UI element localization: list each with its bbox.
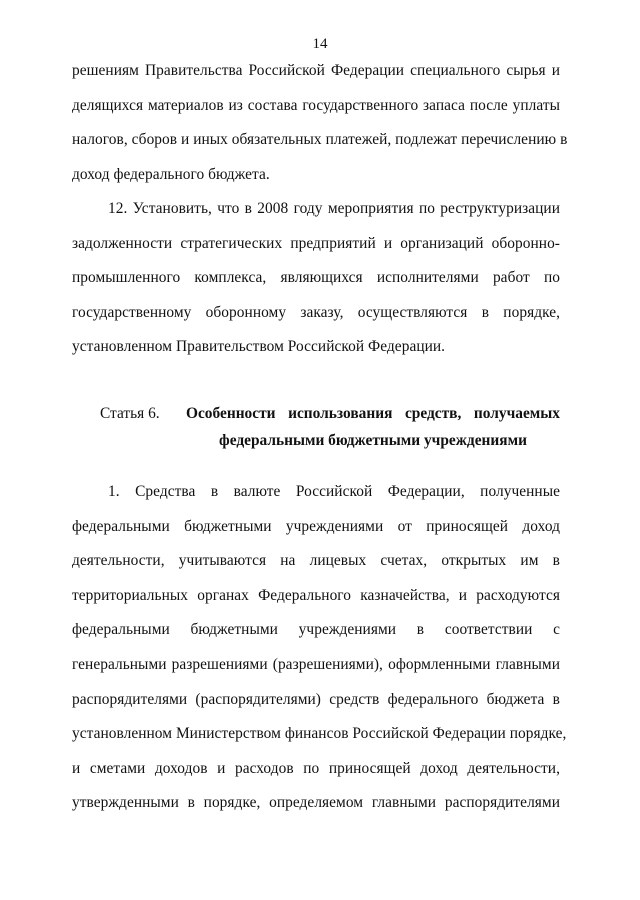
text-line: делящихся материалов из состава государственного запаса после уплаты: [72, 96, 560, 114]
text-line: налогов, сборов и иных обязательных платежей, подлежат перечислению в: [72, 131, 568, 149]
text-line: задолженности стратегических предприятий и организаций оборонно-: [72, 234, 560, 252]
text-line: государственному оборонному заказу, осуществляются в порядке,: [72, 303, 560, 321]
article-label: Статья 6.: [100, 405, 160, 422]
text-line: деятельности, учитываются на лицевых счетах, открытых им в: [72, 552, 560, 570]
text-line: установленном Правительством Российской Федерации.: [72, 338, 446, 356]
text-line: и сметами доходов и расходов по приносящей доход деятельности,: [72, 759, 560, 777]
text-line: установленном Министерством финансов Российской Федерации порядке,: [72, 725, 567, 743]
text-line: доход федерального бюджета.: [72, 165, 270, 183]
article-title-line: федеральными бюджетными учреждениями: [219, 432, 527, 449]
article-title-line: Особенности использования средств, получаемых: [186, 405, 560, 422]
paragraph-1: [72, 54, 568, 192]
text-line: 12. Установить, что в 2008 году мероприятия по реструктуризации: [108, 200, 560, 217]
page-number: 14: [312, 36, 328, 52]
text-line: территориальных органах Федерального казначейства, и расходуются: [72, 586, 560, 604]
text-line: распорядителями (распорядителями) средств федерального бюджета в: [72, 690, 560, 708]
paragraph-3: [72, 475, 567, 821]
text-line: решениям Правительства Российской Федерации специального сырья и: [72, 62, 560, 79]
text-line: федеральными бюджетными учреждениями от приносящей доход: [72, 517, 560, 535]
paragraph-2: [72, 192, 560, 365]
article-title: [186, 400, 560, 454]
text-line: генеральными разрешениями (разрешениями), оформленными главными: [72, 655, 560, 673]
text-line: утвержденными в порядке, определяемом главными распорядителями: [72, 794, 560, 812]
text-line: 1. Средства в валюте Российской Федерации, полученные: [108, 483, 560, 500]
text-line: федеральными бюджетными учреждениями в соответствии с: [72, 621, 560, 639]
text-line: промышленного комплекса, являющихся исполнителями работ по: [72, 269, 560, 287]
